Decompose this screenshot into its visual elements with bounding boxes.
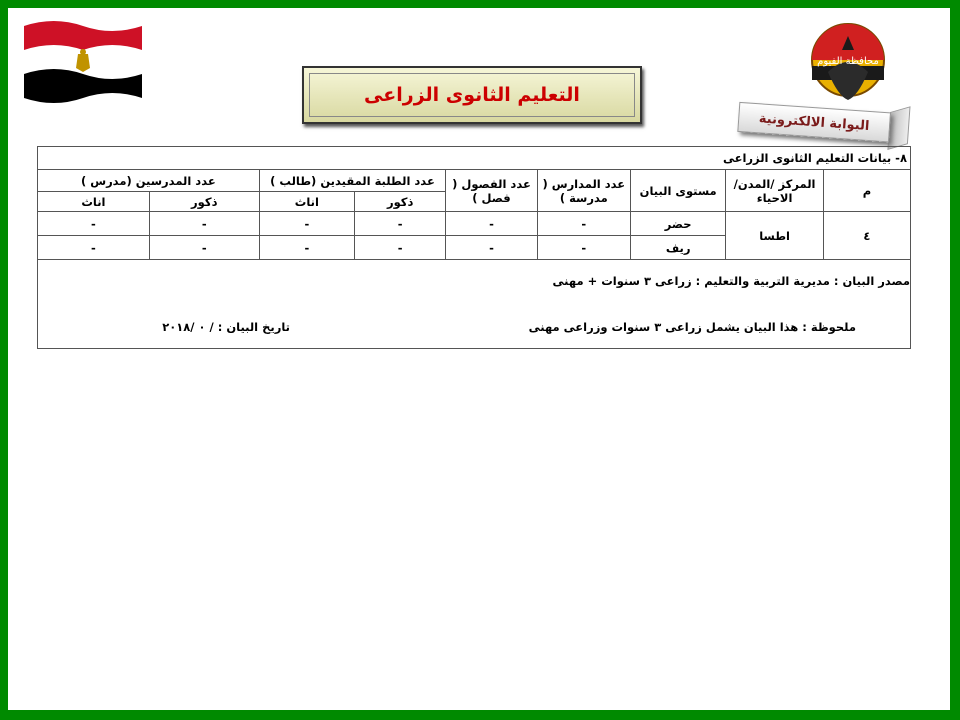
table-footer xyxy=(38,260,911,349)
teachers-females-cell: - xyxy=(38,236,150,260)
header-m: م xyxy=(823,170,910,212)
students-males-cell: - xyxy=(355,212,446,236)
portal-tag[interactable] xyxy=(737,102,915,148)
level-cell: حضر xyxy=(630,212,725,236)
header-students-females: اناث xyxy=(259,192,354,212)
teachers-males-cell: - xyxy=(149,212,259,236)
header-classes: عدد الفصول ( فصل ) xyxy=(446,170,537,212)
note-text: ملحوظة : هذا البيان يشمل زراعى ٣ سنوات وزراعى مهنى xyxy=(528,320,856,334)
header-center: المركز /المدن/الاحياء xyxy=(726,170,823,212)
classes-cell: - xyxy=(446,212,537,236)
slide xyxy=(8,8,950,710)
source-text: مصدر البيان : مديرية التربية والتعليم : زراعى ٣ سنوات + مهنى xyxy=(552,274,910,288)
header-teachers-females: اناث xyxy=(38,192,150,212)
page-title: التعليم الثانوى الزراعى xyxy=(364,84,580,106)
date-text: تاريخ البيان : / ٠ /٢٠١٨ xyxy=(162,320,290,334)
governorate-logo-icon xyxy=(798,16,898,108)
center-name: اطسا xyxy=(726,212,823,260)
portal-label: البوابة الالكترونية xyxy=(737,102,891,143)
header-students-males: ذكور xyxy=(355,192,446,212)
logo-text: محافظة الفيوم xyxy=(817,56,879,67)
header-schools: عدد المدارس ( مدرسة ) xyxy=(537,170,630,212)
header-teachers: عدد المدرسين (مدرس ) xyxy=(38,170,260,192)
classes-cell: - xyxy=(446,236,537,260)
level-cell: ريف xyxy=(630,236,725,260)
teachers-males-cell: - xyxy=(149,236,259,260)
students-males-cell: - xyxy=(355,236,446,260)
agri-secondary-table xyxy=(37,146,911,349)
schools-cell: - xyxy=(537,236,630,260)
header-level: مستوى البيان xyxy=(630,170,725,212)
header-students: عدد الطلبة المقيدين (طالب ) xyxy=(259,170,446,192)
row-number: ٤ xyxy=(823,212,910,260)
schools-cell: - xyxy=(537,212,630,236)
header-teachers-males: ذكور xyxy=(149,192,259,212)
students-females-cell: - xyxy=(259,236,354,260)
teachers-females-cell: - xyxy=(38,212,150,236)
section-heading: ٨- بيانات التعليم الثانوى الزراعى xyxy=(38,147,911,170)
students-females-cell: - xyxy=(259,212,354,236)
egypt-flag-icon xyxy=(20,16,146,108)
table-row xyxy=(38,212,911,236)
title-banner xyxy=(302,66,642,124)
